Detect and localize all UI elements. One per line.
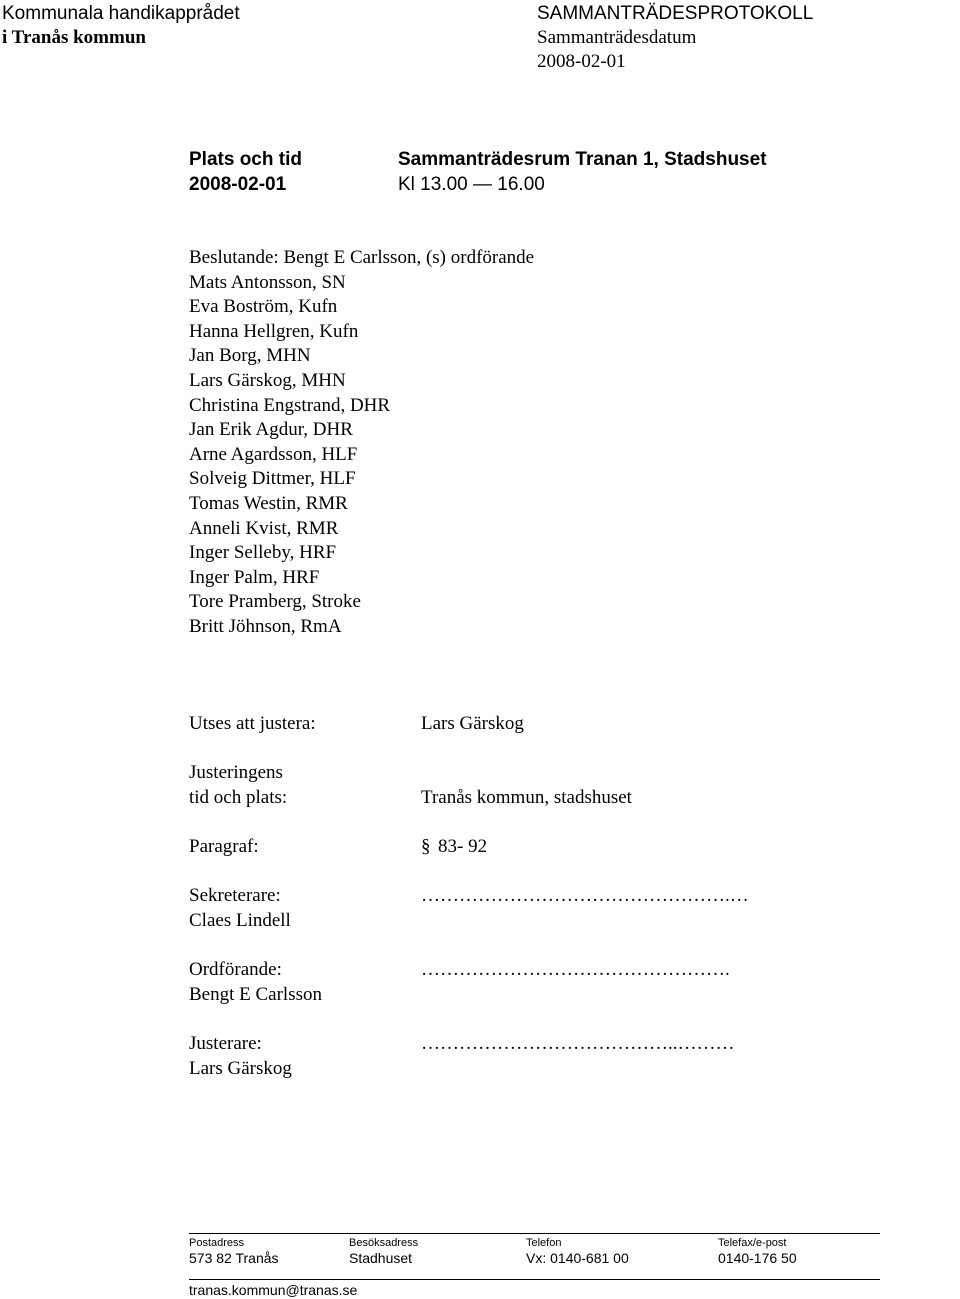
attendee: Solveig Dittmer, HLF [189,468,356,490]
attendee: Eva Boström, Kufn [189,296,338,318]
footer-label-postal: Postadress [189,1237,245,1249]
attendee: Jan Erik Agdur, DHR [189,419,353,441]
attendee: Tomas Westin, RMR [189,492,348,514]
meeting-date-label: Sammanträdesdatum [537,27,697,48]
attendee: Lars Gärskog, MHN [189,369,346,391]
time-place-label-2: tid och plats: [189,787,288,808]
chair-name: Bengt E Carlsson [189,984,322,1005]
footer-label-fax-email: Telefax/e-post [718,1237,787,1249]
attendee: Tore Pramberg, Stroke [189,591,361,613]
paragraph-value: 83- 92 [438,836,488,857]
attendee: Hanna Hellgren, Kufn [189,320,359,342]
place-time-label: Plats och tid [189,149,302,170]
meeting-time: Kl 13.00 — 16.00 [398,174,545,195]
attendee: Jan Borg, MHN [189,345,311,367]
footer-phone: Vx: 0140-681 00 [526,1250,629,1266]
attendee: Arne Agardsson, HLF [189,443,358,465]
org-name-line2: i Tranås kommun [2,27,146,48]
attendee: Inger Palm, HRF [189,566,320,588]
footer-postal-address: 573 82 Tranås [189,1250,279,1266]
secretary-role: Sekreterare: [189,885,281,906]
adjuster-signature-line: …………………………………..……… [421,1033,735,1054]
secretary-signature-line: ………………………………………….… [421,885,749,906]
attendee: Mats Antonsson, SN [189,271,346,293]
attendee-first [189,246,534,271]
meeting-date: 2008-02-01 [189,174,287,195]
footer-label-phone: Telefon [526,1237,562,1249]
chair-signature-line: …………………………………………. [421,959,730,980]
attendee: Inger Selleby, HRF [189,542,337,564]
adjuster-name: Lars Gärskog [189,1058,292,1079]
adjuster-role: Justerare: [189,1033,262,1054]
footer-bottom-rule [189,1279,880,1280]
time-place-value: Tranås kommun, stadshuset [421,787,632,808]
paragraph-symbol: § [421,836,431,857]
footer-label-visit: Besöksadress [349,1237,419,1249]
paragraph-label: Paragraf: [189,836,259,857]
secretary-name: Claes Lindell [189,910,291,931]
appointed-value: Lars Gärskog [421,713,524,734]
footer-fax: 0140-176 50 [718,1250,797,1266]
attendee-chair: Bengt E Carlsson, (s) ordförande [283,247,535,268]
place-value: Sammanträdesrum Tranan 1, Stadshuset [398,149,767,170]
footer-top-rule [189,1233,880,1234]
attendee-label: Beslutande: [189,247,279,268]
time-place-label-1: Justeringens [189,762,283,783]
footer-email[interactable]: tranas.kommun@tranas.se [189,1282,358,1298]
attendee: Anneli Kvist, RMR [189,517,339,539]
appointed-label: Utses att justera: [189,713,316,734]
attendee-list [189,246,534,640]
meeting-date-value: 2008-02-01 [537,51,626,72]
org-name-line1: Kommunala handikapprådet [2,3,240,24]
document-type: SAMMANTRÄDESPROTOKOLL [537,3,814,24]
footer-visit-address: Stadhuset [349,1250,413,1266]
chair-role: Ordförande: [189,959,282,980]
attendee: Britt Jöhnson, RmA [189,615,342,637]
attendee: Christina Engstrand, DHR [189,394,391,416]
